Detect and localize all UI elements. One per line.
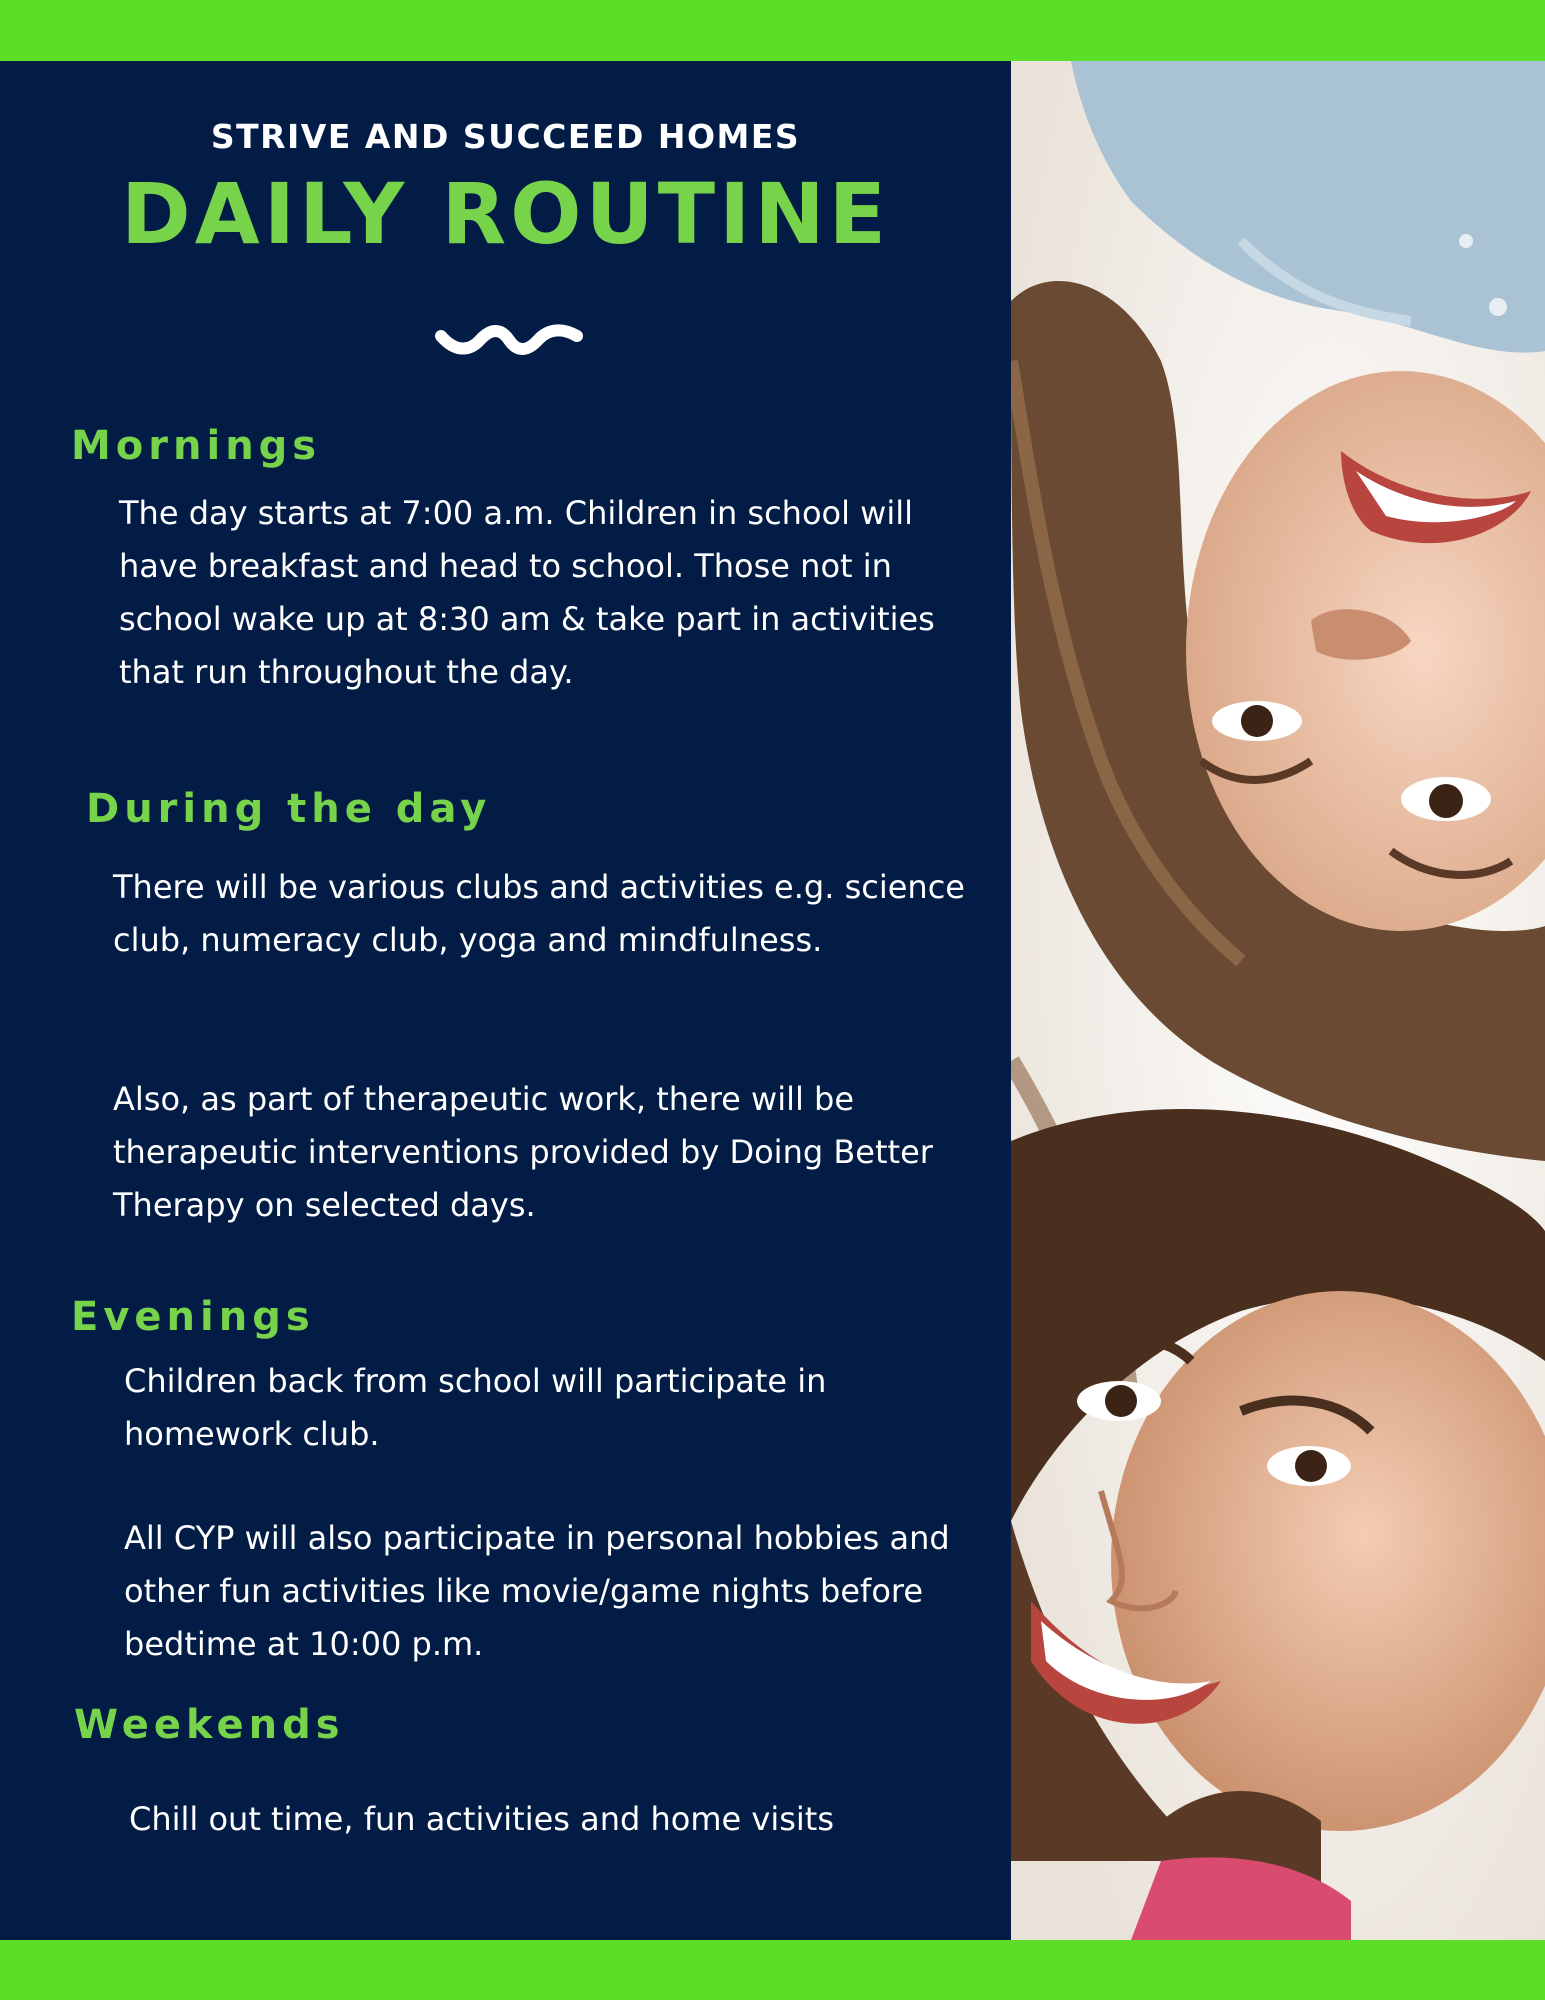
- squiggle-divider-icon: [435, 322, 583, 362]
- section-heading-during-the-day: During the day: [86, 786, 492, 832]
- children-photo: [1011, 61, 1545, 1940]
- page-title: DAILY ROUTINE: [120, 165, 891, 263]
- section-heading-weekends: Weekends: [74, 1702, 345, 1748]
- section-text-evenings-2: All CYP will also participate in personal hobbies and other fun activities like movie/game nights before bedtime at 10:00 p.m.: [124, 1519, 950, 1663]
- section-text-during-the-day-1: There will be various clubs and activities e.g. science club, numeracy club, yoga and mindfulness.: [113, 868, 965, 959]
- section-heading-mornings: Mornings: [71, 423, 322, 469]
- top-green-band: [0, 0, 1545, 61]
- organization-name: STRIVE AND SUCCEED HOMES: [210, 117, 801, 156]
- children-photo-illustration: [1011, 61, 1545, 1940]
- section-text-during-the-day-2: Also, as part of therapeutic work, there will be therapeutic interventions provided by Doing Better Therapy on selected days.: [113, 1080, 933, 1224]
- section-text-mornings: The day starts at 7:00 a.m. Children in school will have breakfast and head to school. Those not in school wake up at 8:30 am & take part in activities that run throughout the day.: [119, 494, 935, 691]
- section-heading-evenings: Evenings: [71, 1294, 315, 1340]
- section-text-weekends: Chill out time, fun activities and home visits: [129, 1800, 834, 1838]
- section-text-evenings-1: Children back from school will participate in homework club.: [124, 1362, 827, 1453]
- bottom-green-band: [0, 1940, 1545, 2000]
